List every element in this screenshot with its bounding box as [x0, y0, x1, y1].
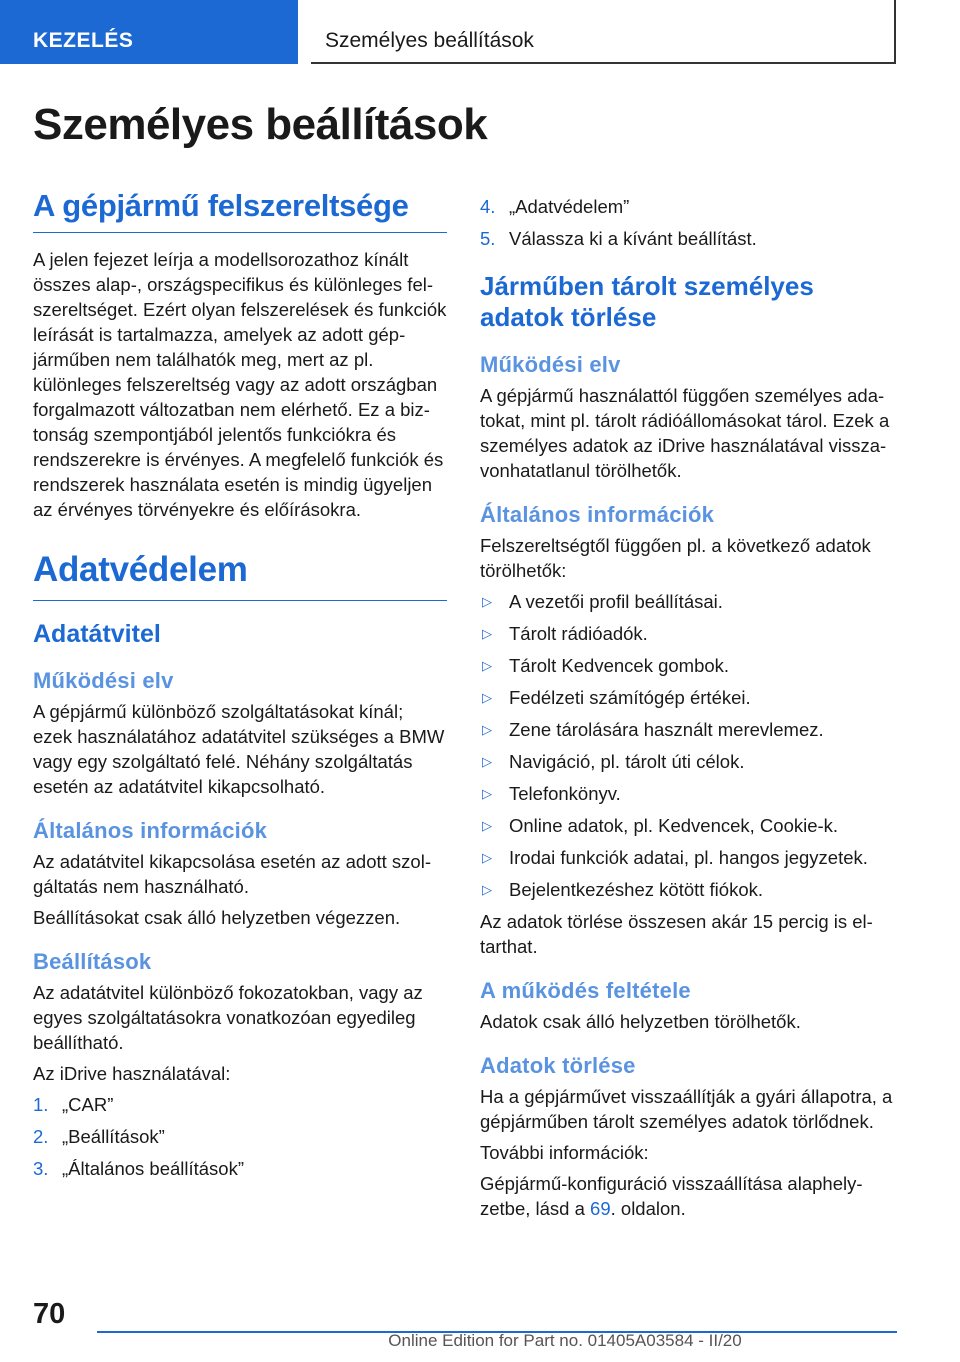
- condition-heading: A működés feltétele: [480, 978, 691, 1003]
- general-info-heading: Általános információk: [480, 502, 715, 527]
- triangle-bullet-icon: ▷: [482, 658, 492, 673]
- list-item: [480, 781, 894, 806]
- list-item: [480, 621, 894, 646]
- delete-data-heading: Járműben tárolt személyes adatok törlése: [480, 271, 814, 332]
- equipment-heading: A gépjármű felszereltsége: [33, 188, 447, 233]
- step-number: 1.: [33, 1094, 49, 1115]
- general-info-text: Felszereltségtől függően pl. a következő adatok törölhetők:: [480, 535, 871, 581]
- list-item: [480, 749, 894, 774]
- transfer-heading: Adatátvitel: [33, 620, 161, 648]
- page-number: 70: [33, 1298, 66, 1330]
- step-number: 2.: [33, 1126, 49, 1147]
- step-number: 5.: [480, 228, 496, 249]
- general-info-text-2: Beállításokat csak álló helyzetben végezzen.: [33, 907, 401, 928]
- step-number: 4.: [480, 196, 496, 217]
- deleting-text: Ha a gépjárművet visszaállítják a gyári állapotra, a gépjárműben tárolt személyes adatok törlődnek.: [480, 1086, 893, 1132]
- step-item: [33, 1124, 447, 1149]
- right-column: [480, 194, 894, 1227]
- general-info-text-1: Az adatátvitel kikapcsolása esetén az adott szolgáltatás nem használható.: [33, 851, 431, 897]
- triangle-bullet-icon: ▷: [482, 882, 492, 897]
- left-column: [33, 188, 447, 1188]
- triangle-bullet-icon: ▷: [482, 626, 492, 641]
- step-number: 3.: [33, 1158, 49, 1179]
- triangle-bullet-icon: ▷: [482, 594, 492, 609]
- section-tab[interactable]: KEZELÉS: [0, 0, 298, 64]
- chapter-title: Személyes beállítások: [311, 0, 896, 64]
- triangle-bullet-icon: ▷: [482, 722, 492, 737]
- list-item: [480, 589, 894, 614]
- step-item: [480, 226, 894, 251]
- principle-heading: Működési elv: [480, 352, 621, 377]
- triangle-bullet-icon: ▷: [482, 690, 492, 705]
- step-item: [33, 1156, 447, 1181]
- reset-text: [480, 1171, 894, 1221]
- deletable-data-list: [480, 589, 894, 902]
- step-text: Válassza ki a kívánt beállítást.: [509, 228, 757, 249]
- deleting-heading: Adatok törlése: [480, 1053, 636, 1078]
- general-info-heading: Általános információk: [33, 818, 268, 843]
- privacy-heading: Adatvédelem: [33, 550, 447, 601]
- triangle-bullet-icon: ▷: [482, 818, 492, 833]
- list-item-text: Zene tárolására használt merevlemez.: [509, 719, 824, 740]
- idrive-text: Az iDrive használatával:: [33, 1063, 231, 1084]
- steps-list-right: [480, 194, 894, 251]
- list-item: [480, 653, 894, 678]
- condition-text: Adatok csak álló helyzetben törölhetők.: [480, 1011, 801, 1032]
- steps-list-left: [33, 1092, 447, 1181]
- step-item: [33, 1092, 447, 1117]
- triangle-bullet-icon: ▷: [482, 786, 492, 801]
- list-item-text: Fedélzeti számítógép értékei.: [509, 687, 751, 708]
- principle-heading: Működési elv: [33, 668, 174, 693]
- list-item-text: Telefonkönyv.: [509, 783, 621, 804]
- step-text: „Beállítások”: [62, 1126, 165, 1147]
- list-item-text: Irodai funkciók adatai, pl. hangos jegyzetek.: [509, 847, 868, 868]
- list-item-text: A vezetői profil beállításai.: [509, 591, 723, 612]
- equipment-text: A jelen fejezet leírja a modellsorozathoz kínált összes alap-, országspecifikus és különleges felszereltséget. Ezért olyan felszerelések és funkciók leírását is tartalmazza, amelyek az adott gépjárműben nem találhatók meg, mert az pl. különleges felszereltség vagy az adott országban forgalmazott változatban nem elérhető. Ez a biztonság szempontjából jelentős funkciókra és rendszerekre is érvényes. A megfelelő funkciók és rendszerek használata esetén is mindig ügyeljen az érvényes törvényekre és előírásokra.: [33, 249, 447, 520]
- list-item-text: Online adatok, pl. Kedvencek, Cookie-k.: [509, 815, 839, 836]
- list-item-text: Navigáció, pl. tárolt úti célok.: [509, 751, 745, 772]
- step-text: „CAR”: [62, 1094, 114, 1115]
- list-item-text: Tárolt rádióadók.: [509, 623, 648, 644]
- step-text: „Adatvédelem”: [509, 196, 630, 217]
- list-item-text: Bejelentkezéshez kötött fiókok.: [509, 879, 764, 900]
- reset-text-before: Gépjármű-konfiguráció visszaállítása alaphelyzetbe, lásd a: [480, 1173, 863, 1219]
- settings-text: Az adatátvitel különböző fokozatokban, vagy az egyes szolgáltatásokra vonatkozóan egyedileg beállítható.: [33, 982, 423, 1053]
- page-reference-link[interactable]: 69: [590, 1198, 611, 1219]
- list-item: [480, 813, 894, 838]
- principle-text: A gépjármű különböző szolgáltatásokat kínál; ezek használatához adatátvitel szükséges a BMW vagy egy szolgáltató felé. Néhány szolgáltatás esetén az adatátvitel kikapcsolható.: [33, 701, 445, 797]
- settings-heading: Beállítások: [33, 949, 152, 974]
- step-text: „Általános beállítások”: [62, 1158, 245, 1179]
- duration-text: Az adatok törlése összesen akár 15 percig is eltarthat.: [480, 911, 873, 957]
- edition-text: Online Edition for Part no. 01405A03584 - II/20: [388, 1331, 742, 1350]
- list-item: [480, 845, 894, 870]
- list-item: [480, 685, 894, 710]
- more-info-text: További információk:: [480, 1142, 649, 1163]
- list-item: [480, 877, 894, 902]
- step-item: [480, 194, 894, 219]
- triangle-bullet-icon: ▷: [482, 754, 492, 769]
- principle-text: A gépjármű használattól függően személyes adatokat, mint pl. tárolt rádióállomásokat tárol. Ezek a személyes adatok az iDrive használatával visszavonhatatlanul törölhetők.: [480, 385, 890, 481]
- list-item: [480, 717, 894, 742]
- triangle-bullet-icon: ▷: [482, 850, 492, 865]
- reset-text-after: . oldalon.: [610, 1198, 686, 1219]
- footer-edition: [0, 1331, 960, 1351]
- page-title: Személyes beállítások: [33, 100, 488, 149]
- list-item-text: Tárolt Kedvencek gombok.: [509, 655, 730, 676]
